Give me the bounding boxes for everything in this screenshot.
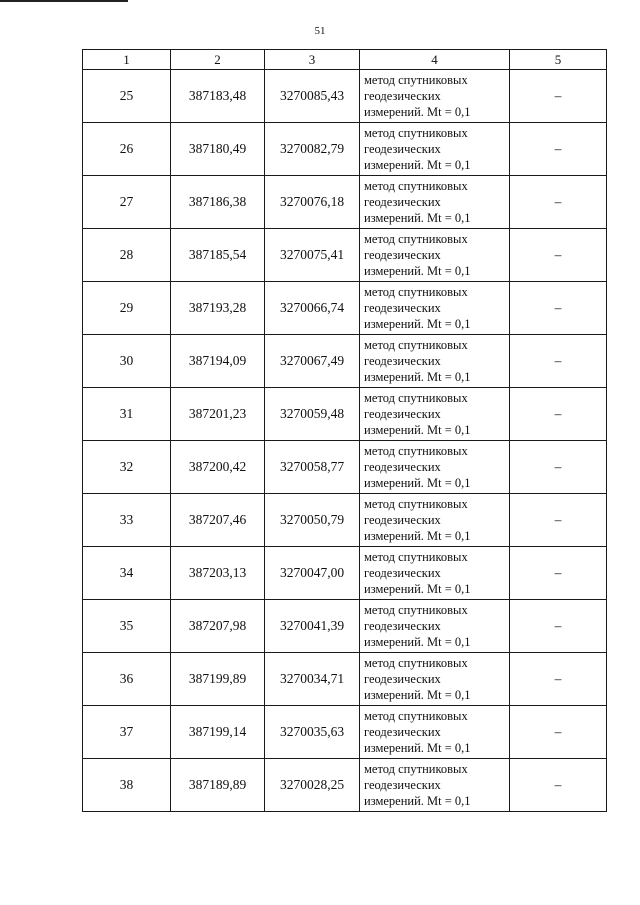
y-coordinate-cell: 3270034,71 xyxy=(265,653,360,706)
method-cell: метод спутниковых геодезических измерений. Mt = 0,1 xyxy=(360,123,510,176)
y-coordinate-cell: 3270041,39 xyxy=(265,600,360,653)
point-number-cell: 31 xyxy=(83,388,171,441)
table-row xyxy=(83,388,607,441)
coordinates-table xyxy=(82,49,607,812)
table-row xyxy=(83,335,607,388)
point-number-cell: 33 xyxy=(83,494,171,547)
method-cell: метод спутниковых геодезических измерений. Mt = 0,1 xyxy=(360,70,510,123)
note-cell: – xyxy=(510,70,607,123)
top-rule xyxy=(0,0,128,2)
x-coordinate-cell: 387203,13 xyxy=(171,547,265,600)
note-cell: – xyxy=(510,706,607,759)
y-coordinate-cell: 3270059,48 xyxy=(265,388,360,441)
table-header-row xyxy=(83,50,607,70)
point-number-cell: 32 xyxy=(83,441,171,494)
point-number-cell: 36 xyxy=(83,653,171,706)
method-cell: метод спутниковых геодезических измерений. Mt = 0,1 xyxy=(360,547,510,600)
note-cell: – xyxy=(510,123,607,176)
point-number-cell: 27 xyxy=(83,176,171,229)
point-number-cell: 34 xyxy=(83,547,171,600)
x-coordinate-cell: 387183,48 xyxy=(171,70,265,123)
column-header-1: 1 xyxy=(83,50,171,70)
x-coordinate-cell: 387201,23 xyxy=(171,388,265,441)
method-cell: метод спутниковых геодезических измерений. Mt = 0,1 xyxy=(360,441,510,494)
note-cell: – xyxy=(510,653,607,706)
y-coordinate-cell: 3270075,41 xyxy=(265,229,360,282)
note-cell: – xyxy=(510,759,607,812)
table-body xyxy=(83,70,607,812)
method-cell: метод спутниковых геодезических измерений. Mt = 0,1 xyxy=(360,494,510,547)
table-row xyxy=(83,282,607,335)
x-coordinate-cell: 387193,28 xyxy=(171,282,265,335)
y-coordinate-cell: 3270058,77 xyxy=(265,441,360,494)
x-coordinate-cell: 387194,09 xyxy=(171,335,265,388)
table-row xyxy=(83,123,607,176)
x-coordinate-cell: 387189,89 xyxy=(171,759,265,812)
method-cell: метод спутниковых геодезических измерений. Mt = 0,1 xyxy=(360,176,510,229)
method-cell: метод спутниковых геодезических измерений. Mt = 0,1 xyxy=(360,335,510,388)
method-cell: метод спутниковых геодезических измерений. Mt = 0,1 xyxy=(360,706,510,759)
column-header-4: 4 xyxy=(360,50,510,70)
note-cell: – xyxy=(510,176,607,229)
table-row xyxy=(83,547,607,600)
y-coordinate-cell: 3270085,43 xyxy=(265,70,360,123)
note-cell: – xyxy=(510,388,607,441)
y-coordinate-cell: 3270066,74 xyxy=(265,282,360,335)
note-cell: – xyxy=(510,441,607,494)
note-cell: – xyxy=(510,229,607,282)
y-coordinate-cell: 3270035,63 xyxy=(265,706,360,759)
x-coordinate-cell: 387199,14 xyxy=(171,706,265,759)
note-cell: – xyxy=(510,600,607,653)
point-number-cell: 37 xyxy=(83,706,171,759)
y-coordinate-cell: 3270076,18 xyxy=(265,176,360,229)
note-cell: – xyxy=(510,282,607,335)
table-row xyxy=(83,600,607,653)
x-coordinate-cell: 387200,42 xyxy=(171,441,265,494)
table-row xyxy=(83,70,607,123)
table-row xyxy=(83,653,607,706)
table-row xyxy=(83,494,607,547)
table-row xyxy=(83,441,607,494)
method-cell: метод спутниковых геодезических измерений. Mt = 0,1 xyxy=(360,229,510,282)
point-number-cell: 29 xyxy=(83,282,171,335)
point-number-cell: 35 xyxy=(83,600,171,653)
method-cell: метод спутниковых геодезических измерений. Mt = 0,1 xyxy=(360,653,510,706)
point-number-cell: 25 xyxy=(83,70,171,123)
note-cell: – xyxy=(510,547,607,600)
y-coordinate-cell: 3270082,79 xyxy=(265,123,360,176)
note-cell: – xyxy=(510,335,607,388)
method-cell: метод спутниковых геодезических измерений. Mt = 0,1 xyxy=(360,759,510,812)
table-row xyxy=(83,229,607,282)
y-coordinate-cell: 3270028,25 xyxy=(265,759,360,812)
table-row xyxy=(83,759,607,812)
method-cell: метод спутниковых геодезических измерений. Mt = 0,1 xyxy=(360,282,510,335)
y-coordinate-cell: 3270047,00 xyxy=(265,547,360,600)
method-cell: метод спутниковых геодезических измерений. Mt = 0,1 xyxy=(360,388,510,441)
x-coordinate-cell: 387185,54 xyxy=(171,229,265,282)
x-coordinate-cell: 387199,89 xyxy=(171,653,265,706)
page-number: 51 xyxy=(314,25,326,37)
column-header-5: 5 xyxy=(510,50,607,70)
point-number-cell: 30 xyxy=(83,335,171,388)
point-number-cell: 38 xyxy=(83,759,171,812)
x-coordinate-cell: 387180,49 xyxy=(171,123,265,176)
table-row xyxy=(83,176,607,229)
column-header-2: 2 xyxy=(171,50,265,70)
column-header-3: 3 xyxy=(265,50,360,70)
method-cell: метод спутниковых геодезических измерений. Mt = 0,1 xyxy=(360,600,510,653)
x-coordinate-cell: 387186,38 xyxy=(171,176,265,229)
table-row xyxy=(83,706,607,759)
y-coordinate-cell: 3270067,49 xyxy=(265,335,360,388)
point-number-cell: 26 xyxy=(83,123,171,176)
x-coordinate-cell: 387207,98 xyxy=(171,600,265,653)
y-coordinate-cell: 3270050,79 xyxy=(265,494,360,547)
x-coordinate-cell: 387207,46 xyxy=(171,494,265,547)
point-number-cell: 28 xyxy=(83,229,171,282)
note-cell: – xyxy=(510,494,607,547)
